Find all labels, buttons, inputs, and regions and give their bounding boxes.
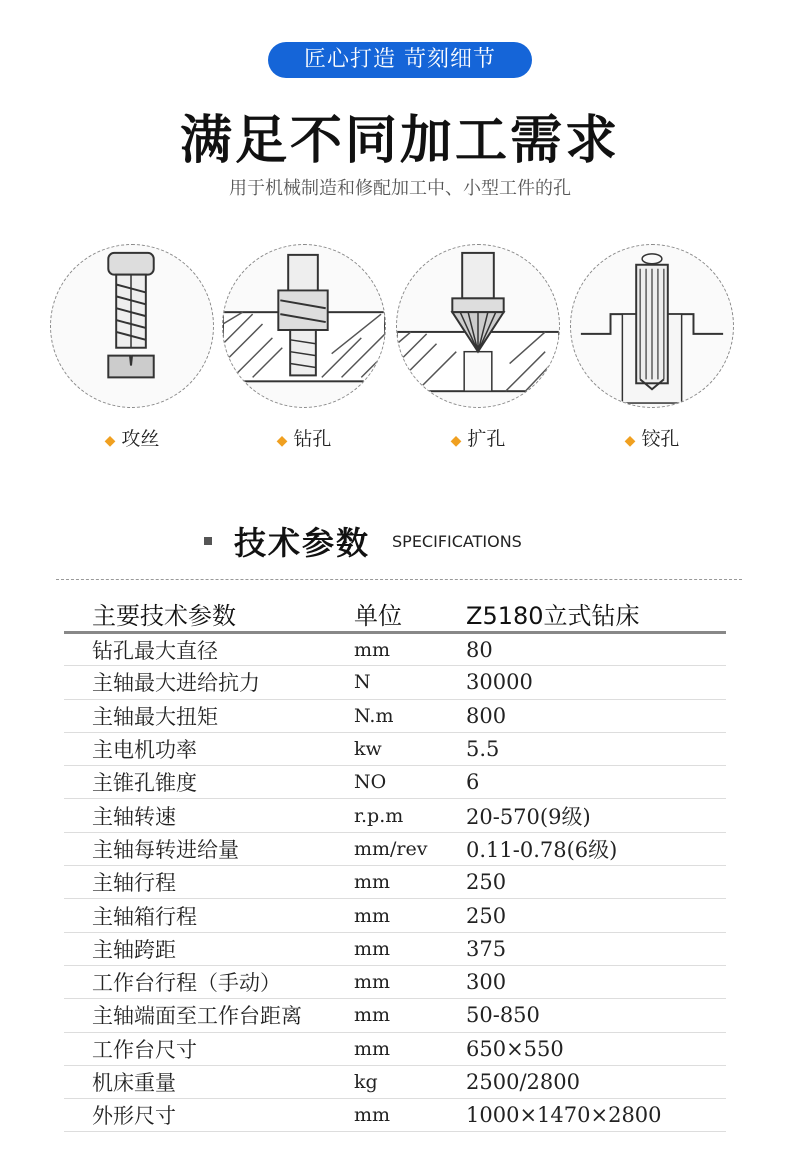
param-unit: mm (354, 899, 466, 932)
table-row (64, 932, 726, 965)
process-label: ◆ 扩孔 (450, 428, 506, 450)
param-name: 主轴端面至工作台距离 (64, 999, 354, 1032)
process-drilling (222, 244, 386, 464)
param-value: 650×550 (466, 1032, 726, 1065)
param-value: 5.5 (466, 732, 726, 765)
table-row (64, 999, 726, 1032)
param-name: 主轴行程 (64, 866, 354, 899)
spec-section-heading (204, 518, 522, 564)
param-value: 1000×1470×2800 (466, 1099, 726, 1132)
param-unit: r.p.m (354, 799, 466, 832)
param-name: 机床重量 (64, 1065, 354, 1098)
process-label: ◆ 钻孔 (276, 428, 332, 450)
param-value: 80 (466, 633, 726, 666)
param-unit: mm (354, 932, 466, 965)
tapping-illustration-icon (50, 244, 214, 408)
param-value: 800 (466, 699, 726, 732)
param-name: 主轴最大进给抗力 (64, 666, 354, 699)
table-row (64, 1065, 726, 1098)
param-name: 外形尺寸 (64, 1099, 354, 1132)
table-row (64, 799, 726, 832)
spec-table (64, 596, 726, 1132)
square-bullet-icon (204, 537, 212, 545)
param-unit: mm (354, 633, 466, 666)
param-value: 250 (466, 899, 726, 932)
spec-title-en: SPECIFICATIONS (392, 531, 522, 551)
table-row (64, 899, 726, 932)
param-unit: NO (354, 766, 466, 799)
param-value: 250 (466, 866, 726, 899)
table-row (64, 965, 726, 998)
param-name: 主锥孔锥度 (64, 766, 354, 799)
param-unit: mm (354, 999, 466, 1032)
spec-title-cn: 技术参数 (234, 524, 371, 562)
param-name: 主轴转速 (64, 799, 354, 832)
param-value: 30000 (466, 666, 726, 699)
param-value: 20-570(9级) (466, 799, 726, 832)
process-countersinking (396, 244, 560, 464)
column-header: 单位 (354, 596, 466, 633)
param-value: 2500/2800 (466, 1065, 726, 1098)
table-row (64, 866, 726, 899)
table-row (64, 1099, 726, 1132)
param-name: 工作台行程（手动） (64, 965, 354, 998)
param-name: 主轴每转进给量 (64, 832, 354, 865)
process-reaming (570, 244, 734, 464)
diamond-bullet-icon: ◆ (104, 433, 116, 449)
param-value: 0.11-0.78(6级) (466, 832, 726, 865)
param-unit: mm (354, 1099, 466, 1132)
param-unit: mm (354, 866, 466, 899)
process-label: ◆ 铰孔 (624, 428, 680, 450)
param-value: 300 (466, 965, 726, 998)
page-title: 满足不同加工需求 (179, 111, 620, 171)
table-row (64, 766, 726, 799)
page-subtitle: 用于机械制造和修配加工中、小型工件的孔 (229, 178, 571, 199)
param-unit: N.m (354, 699, 466, 732)
param-name: 钻孔最大直径 (64, 633, 354, 666)
param-unit: N (354, 666, 466, 699)
param-unit: mm/rev (354, 832, 466, 865)
reaming-illustration-icon (570, 244, 734, 408)
column-header: Z5180立式钻床 (466, 596, 726, 633)
drilling-illustration-icon (222, 244, 386, 408)
spec-table-header (64, 596, 726, 633)
process-tapping (50, 244, 214, 464)
promo-badge: 匠心打造 苛刻细节 (268, 42, 532, 78)
process-label: ◆ 攻丝 (104, 428, 160, 450)
table-row (64, 666, 726, 699)
param-unit: mm (354, 965, 466, 998)
table-row (64, 633, 726, 666)
divider (56, 579, 742, 580)
param-unit: mm (354, 1032, 466, 1065)
param-unit: kw (354, 732, 466, 765)
table-row (64, 732, 726, 765)
diamond-bullet-icon: ◆ (450, 433, 462, 449)
diamond-bullet-icon: ◆ (276, 433, 288, 449)
diamond-bullet-icon: ◆ (624, 433, 636, 449)
param-name: 主轴跨距 (64, 932, 354, 965)
param-name: 主电机功率 (64, 732, 354, 765)
param-value: 375 (466, 932, 726, 965)
table-row (64, 832, 726, 865)
table-row (64, 699, 726, 732)
param-unit: kg (354, 1065, 466, 1098)
table-row (64, 1032, 726, 1065)
param-name: 主轴箱行程 (64, 899, 354, 932)
countersinking-illustration-icon (396, 244, 560, 408)
param-name: 工作台尺寸 (64, 1032, 354, 1065)
param-value: 50-850 (466, 999, 726, 1032)
param-value: 6 (466, 766, 726, 799)
column-header: 主要技术参数 (64, 596, 354, 633)
param-name: 主轴最大扭矩 (64, 699, 354, 732)
